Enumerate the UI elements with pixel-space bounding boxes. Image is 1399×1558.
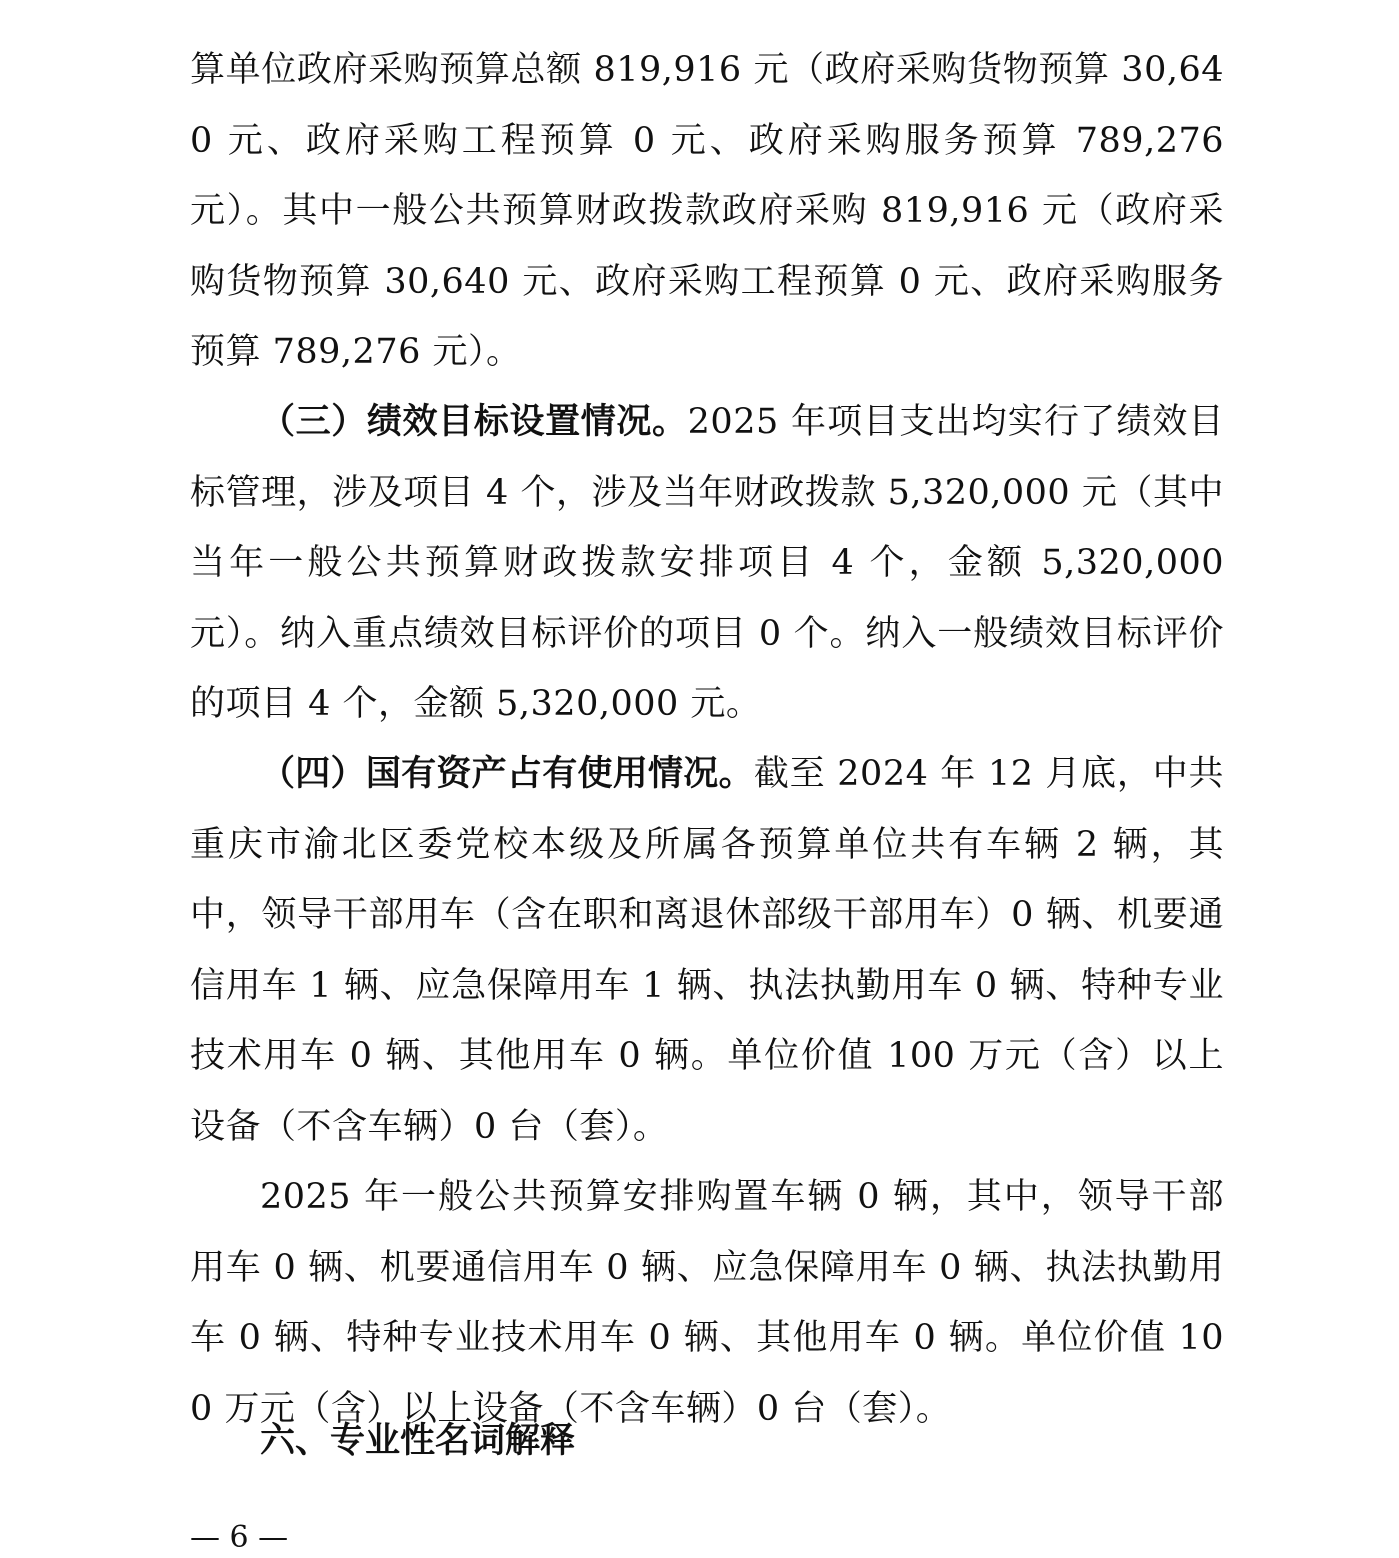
section-heading: 六、专业性名词解释 — [260, 1421, 576, 1461]
paragraph-procurement-budget — [190, 35, 1224, 388]
paragraph-text: 截至 2024 年 12 月底，中共重庆市渝北区委党校本级及所属各预算单位共有车辆 2 辆，其中，领导干部用车（含在职和离退休部级干部用车）0 辆、机要通信用车 1 辆、应急保障用车 1 辆、执法执勤用车 0 辆、特种专业技术用车 0 辆、其他用车 0 辆。单位价值 100 万元（含）以上设备（不含车辆）0 台（套）。 — [190, 754, 1224, 1147]
paragraph-lead-heading: （四）国有资产占有使用情况。 — [260, 754, 754, 794]
paragraph-performance-targets — [190, 387, 1224, 740]
paragraph-text: 2025 年一般公共预算安排购置车辆 0 辆，其中，领导干部用车 0 辆、机要通信用车 0 辆、应急保障用车 0 辆、执法执勤用车 0 辆、特种专业技术用车 0 辆、其他用车 0 辆。单位价值 100 万元（含）以上设备（不含车辆）0 台（套）。 — [190, 1177, 1224, 1429]
paragraph-text: 算单位政府采购预算总额 819,916 元（政府采购货物预算 30,640 元、政府采购工程预算 0 元、政府采购服务预算 789,276 元）。其中一般公共预算财政拨款政府采购 819,916 元（政府采购货物预算 30,640 元、政府采购工程预算 0 元、政府采购服务预算 789,276 元）。 — [190, 50, 1224, 372]
page-number: — 6 — — [190, 1520, 289, 1555]
paragraph-lead-heading: （三）绩效目标设置情况。 — [260, 402, 688, 442]
paragraph-state-assets — [190, 739, 1224, 1162]
paragraph-text: 2025 年项目支出均实行了绩效目标管理，涉及项目 4 个，涉及当年财政拨款 5,320,000 元（其中当年一般公共预算财政拨款安排项目 4 个，金额 5,320,000 元）。纳入重点绩效目标评价的项目 0 个。纳入一般绩效目标评价的项目 4 个，金额 5,320,000 元。 — [190, 402, 1224, 724]
paragraph-vehicle-purchase — [190, 1162, 1224, 1444]
